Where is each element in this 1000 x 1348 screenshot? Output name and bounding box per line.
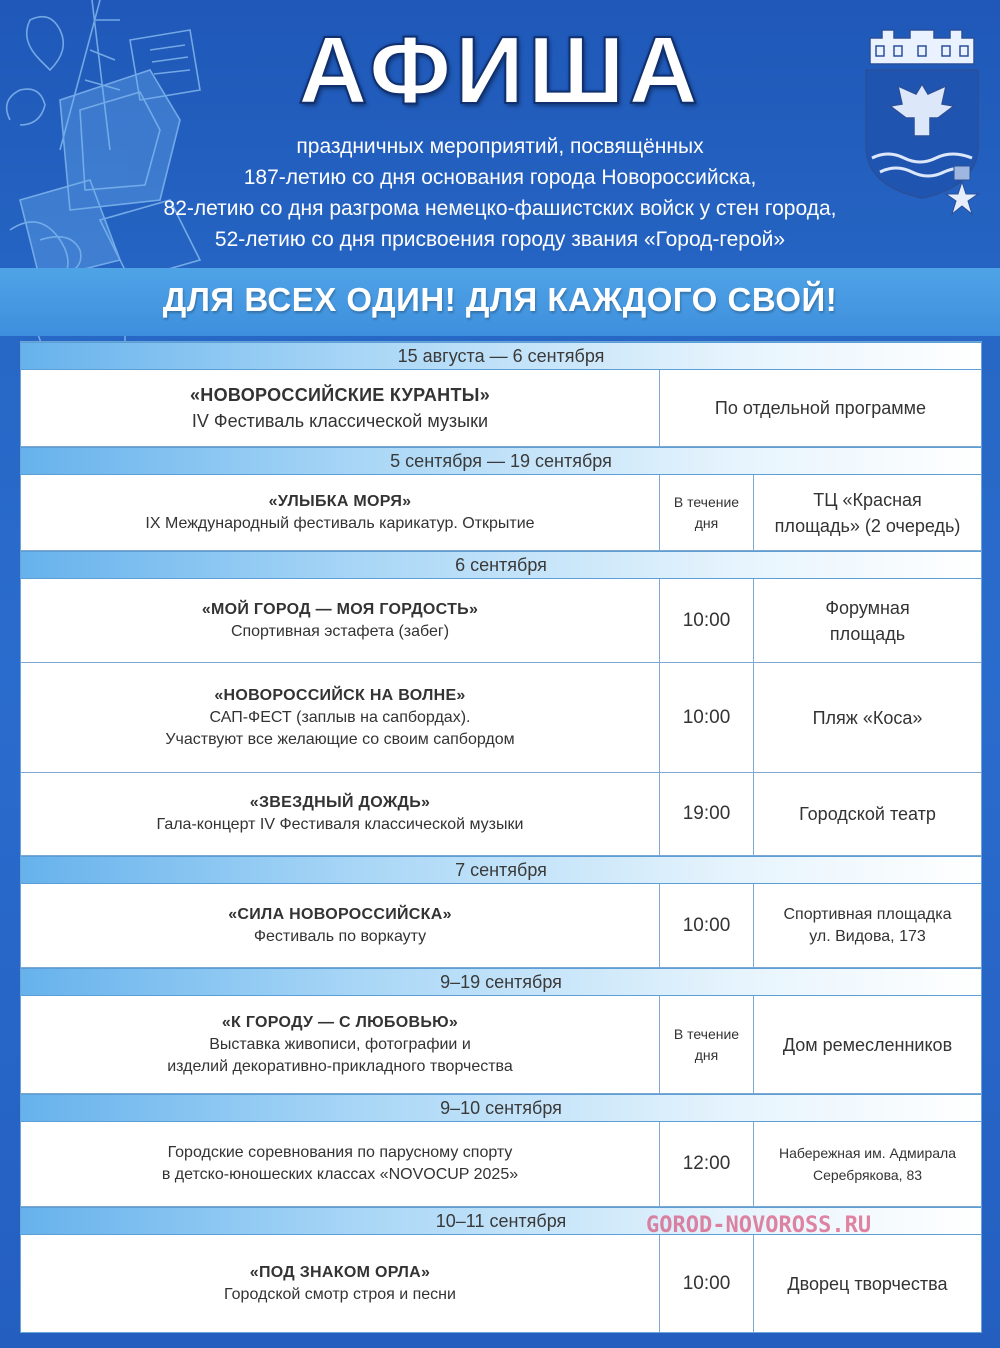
- event-description: изделий декоративно-прикладного творчества: [167, 1057, 513, 1075]
- event-description: Городской смотр строя и песни: [224, 1285, 456, 1303]
- slogan: ДЛЯ ВСЕХ ОДИН! ДЛЯ КАЖДОГО СВОЙ!: [162, 281, 838, 318]
- table-row: [21, 1122, 981, 1207]
- place-line: площадь» (2 очередь): [774, 515, 961, 536]
- event-name: «ЗВЕЗДНЫЙ ДОЖДЬ»: [249, 794, 431, 811]
- event-time: 10:00: [659, 663, 753, 772]
- table-row: [21, 1235, 981, 1332]
- event-time: 10:00: [659, 579, 753, 662]
- event-description: Спортивная эстафета (забег): [230, 622, 450, 640]
- place-line: площадь: [829, 623, 906, 644]
- date-band: 7 сентября: [21, 856, 981, 884]
- event-cell: [21, 475, 659, 550]
- table-row: [21, 884, 981, 968]
- place-line: Дворец творчества: [787, 1273, 948, 1294]
- event-time: 12:00: [659, 1122, 753, 1206]
- event-description: Участвуют все желающие со своим сапбордом: [165, 730, 515, 748]
- place-line: Серебрякова, 83: [812, 1167, 923, 1183]
- subtitle-line: 52-летию со дня присвоения городу звания «Город-герой»: [214, 228, 786, 251]
- event-name: «НОВОРОССИЙСК НА ВОЛНЕ»: [214, 686, 466, 704]
- event-cell: [21, 996, 659, 1093]
- date-band: 9–19 сентября: [21, 968, 981, 996]
- event-place: [753, 884, 981, 967]
- event-place: [659, 370, 981, 446]
- date-band: 10–11 сентября: [21, 1207, 981, 1235]
- event-description: в детско-юношеских классах «NOVOCUP 2025»: [161, 1166, 519, 1183]
- time-line: дня: [694, 514, 719, 531]
- place-line: По отдельной программе: [714, 398, 927, 418]
- date-band: 5 сентября — 19 сентября: [21, 447, 981, 475]
- table-row: [21, 663, 981, 773]
- event-cell: [21, 579, 659, 662]
- date-band: 6 сентября: [21, 551, 981, 579]
- place-line: Набережная им. Адмирала: [778, 1145, 957, 1161]
- table-row: [21, 996, 981, 1094]
- place-line: Городской театр: [799, 804, 936, 824]
- place-line: ТЦ «Красная: [813, 489, 922, 510]
- date-band: 9–10 сентября: [21, 1094, 981, 1122]
- place-line: Спортивная площадка: [783, 905, 952, 923]
- event-description: Городские соревнования по парусному спорту: [167, 1144, 513, 1161]
- event-time: [659, 996, 753, 1093]
- event-name: «СИЛА НОВОРОССИЙСКА»: [228, 905, 452, 923]
- event-description: Фестиваль по воркауту: [253, 927, 427, 945]
- time-line: В течение: [673, 493, 740, 510]
- event-time: 10:00: [659, 1235, 753, 1332]
- page-title: АФИША: [298, 17, 702, 124]
- event-place: [753, 773, 981, 855]
- event-place: [753, 996, 981, 1093]
- watermark: GOROD-NOVOROSS.RU: [646, 1213, 872, 1238]
- schedule-table: [20, 341, 982, 1333]
- place-line: ул. Видова, 173: [809, 927, 926, 945]
- table-row: [21, 475, 981, 551]
- table-row: [21, 579, 981, 663]
- subtitle-line: 187-летию со дня основания города Новороссийска,: [243, 166, 757, 189]
- header: [0, 0, 1000, 268]
- event-description: САП-ФЕСТ (заплыв на сапбордах).: [209, 708, 471, 726]
- event-description: IX Международный фестиваль карикатур. Открытие: [145, 514, 535, 532]
- time-line: В течение: [673, 1025, 740, 1042]
- place-line: Форумная: [825, 597, 910, 618]
- table-row: [21, 773, 981, 856]
- event-name: «ПОД ЗНАКОМ ОРЛА»: [249, 1263, 431, 1281]
- event-time: 10:00: [659, 884, 753, 967]
- event-place: [753, 1122, 981, 1206]
- event-cell: [21, 773, 659, 855]
- event-cell: [21, 663, 659, 772]
- table-row: [21, 370, 981, 447]
- event-description: Гала-концерт IV Фестиваля классической музыки: [156, 816, 524, 833]
- place-line: Дом ремесленников: [782, 1034, 953, 1055]
- event-cell: [21, 1122, 659, 1206]
- event-description: IV Фестиваль классической музыки: [191, 411, 489, 431]
- place-line: Пляж «Коса»: [812, 707, 923, 728]
- time-line: дня: [694, 1046, 719, 1063]
- subtitle-line: 82-летию со дня разгрома немецко-фашистских войск у стен города,: [163, 197, 837, 220]
- event-place: [753, 579, 981, 662]
- event-name: «МОЙ ГОРОД — МОЯ ГОРДОСТЬ»: [201, 600, 479, 618]
- event-name: «НОВОРОССИЙСКИЕ КУРАНТЫ»: [189, 385, 491, 405]
- event-place: [753, 475, 981, 550]
- subtitle: [60, 131, 940, 255]
- event-name: «К ГОРОДУ — С ЛЮБОВЬЮ»: [221, 1013, 459, 1031]
- event-time: [659, 475, 753, 550]
- event-cell: [21, 370, 659, 446]
- date-band: 15 августа — 6 сентября: [21, 342, 981, 370]
- coat-of-arms-icon: [858, 26, 986, 222]
- event-time: 19:00: [659, 773, 753, 855]
- event-place: [753, 663, 981, 772]
- event-place: [753, 1235, 981, 1332]
- event-description: Выставка живописи, фотографии и: [209, 1035, 471, 1053]
- subtitle-line: праздничных мероприятий, посвящённых: [296, 135, 704, 158]
- event-cell: [21, 884, 659, 967]
- event-cell: [21, 1235, 659, 1332]
- event-name: «УЛЫБКА МОРЯ»: [268, 492, 412, 510]
